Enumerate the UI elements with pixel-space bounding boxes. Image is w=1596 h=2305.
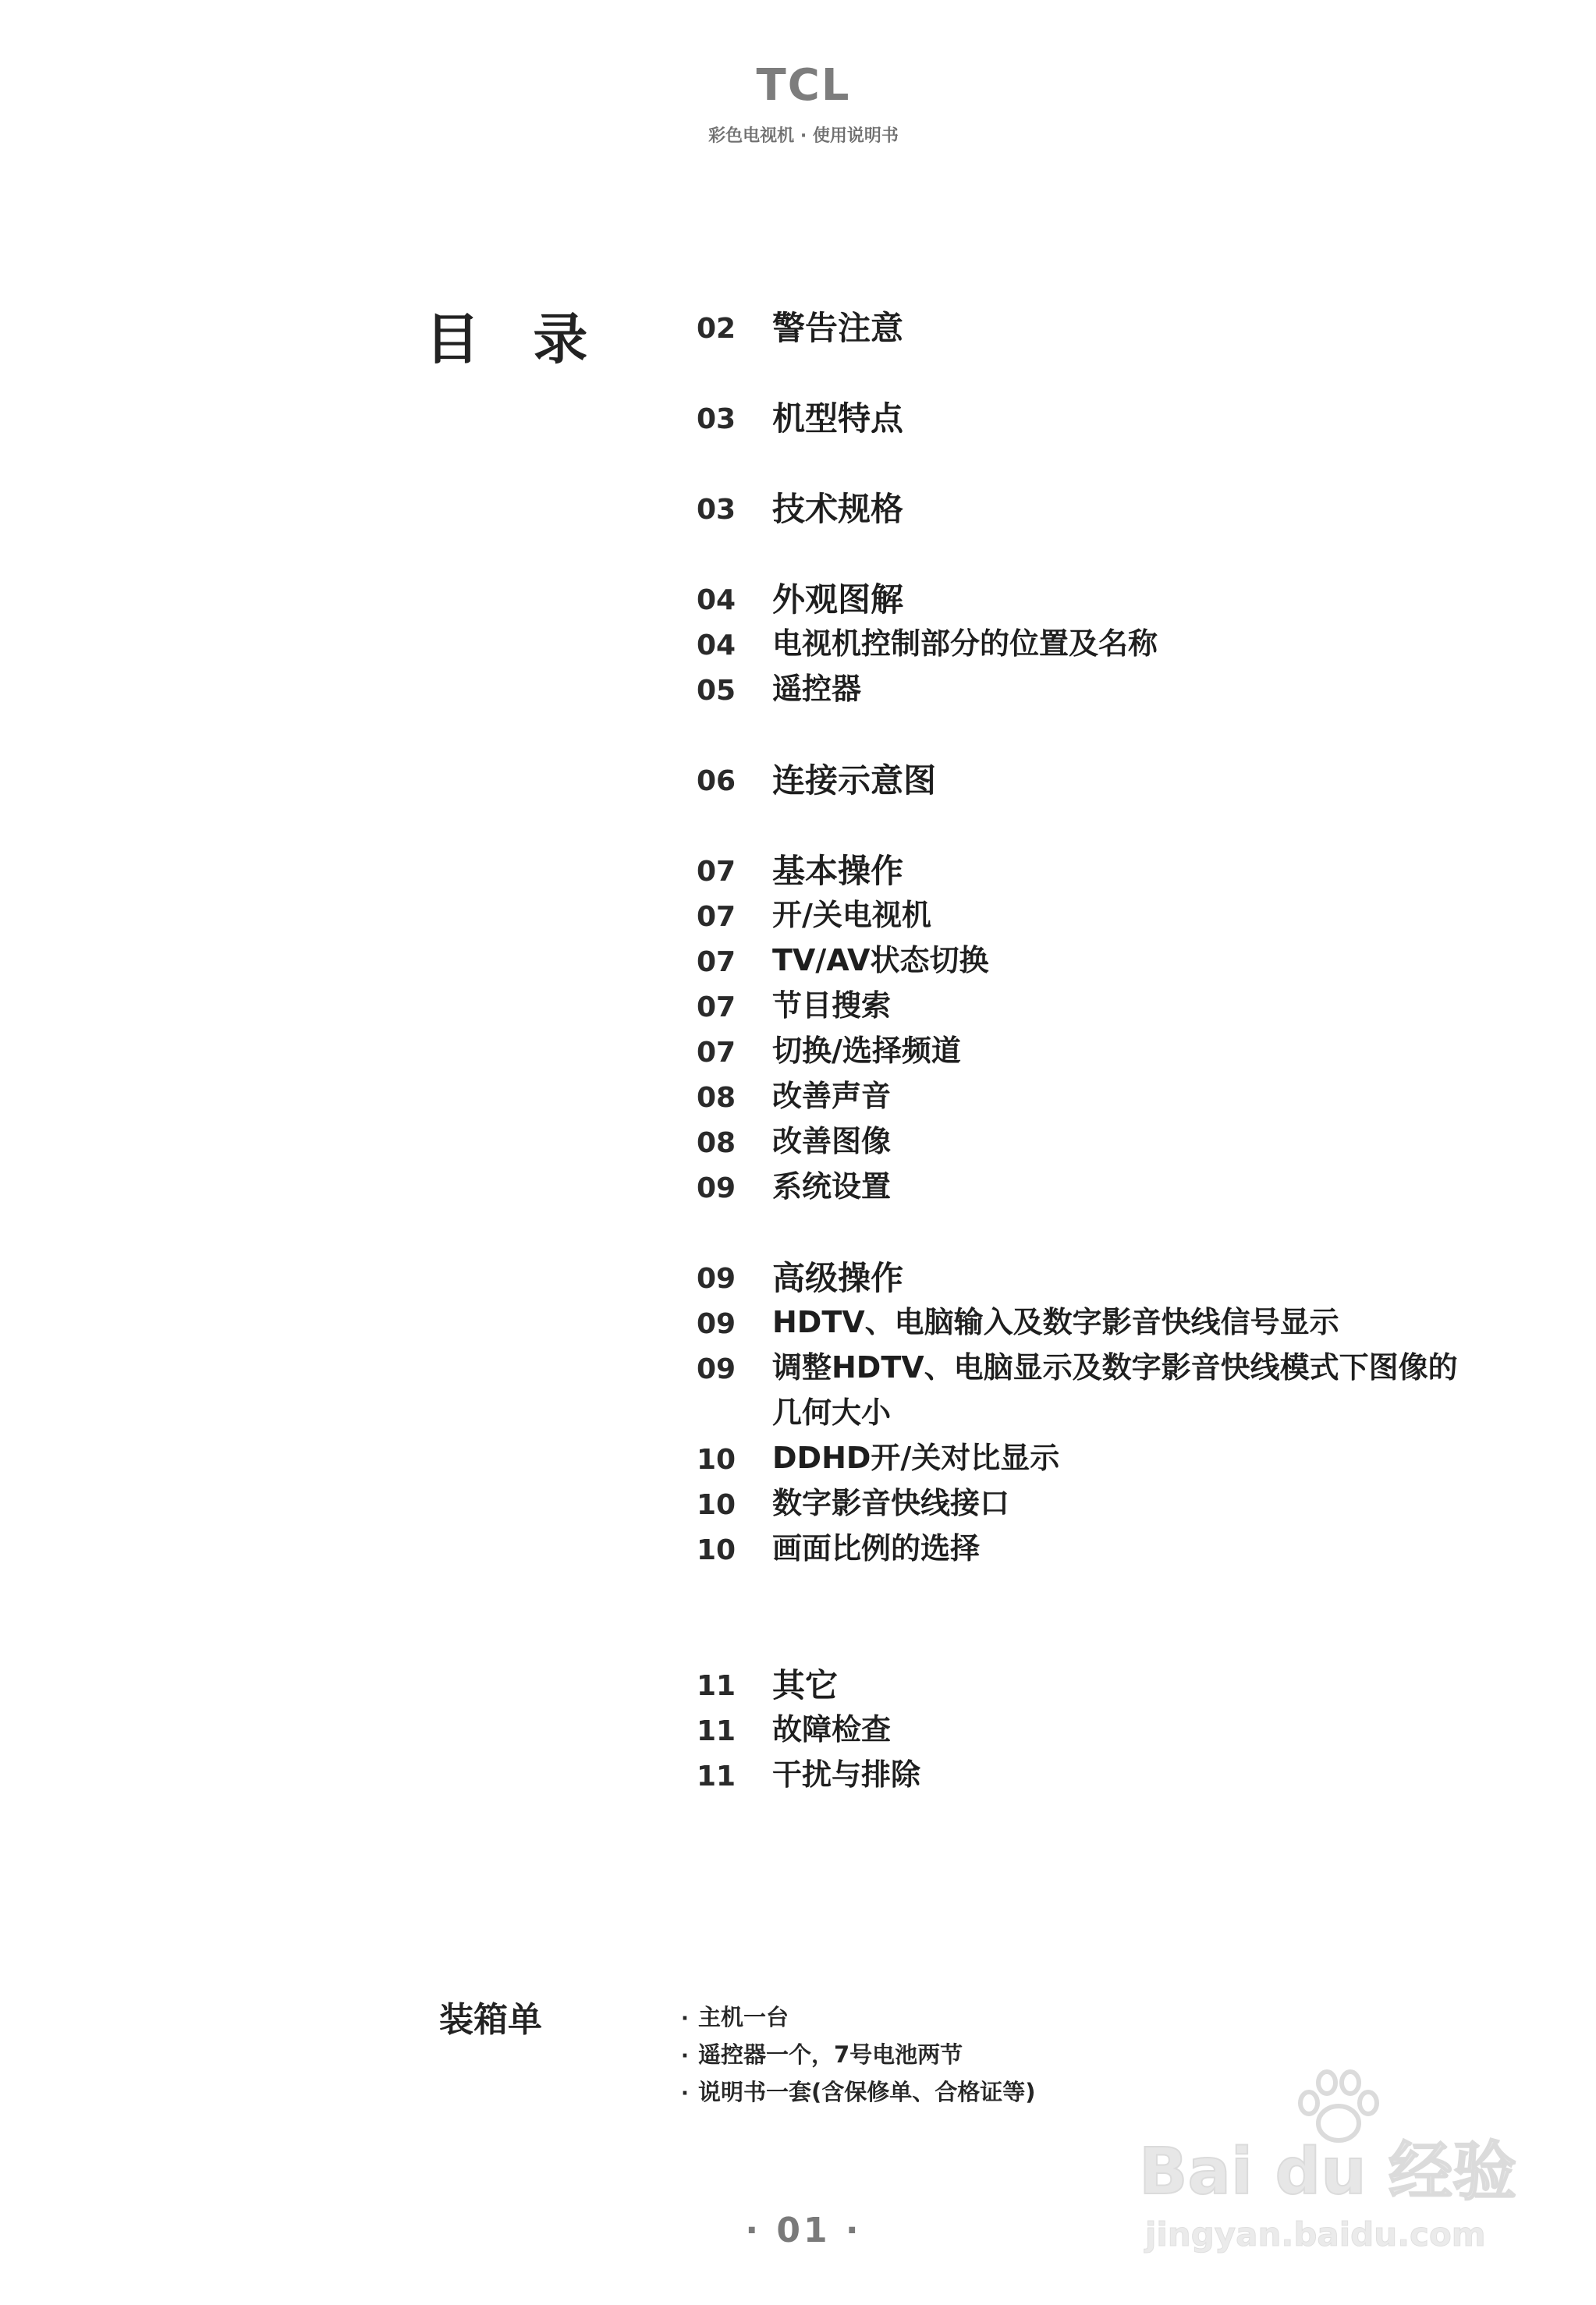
toc-entry-title: 节目搜索 xyxy=(772,988,892,1023)
toc-entry-title: 基本操作 xyxy=(772,852,904,890)
toc-entry-title: 遥控器 xyxy=(772,672,862,706)
toc-page-number: 06 xyxy=(697,765,736,797)
bullet-icon: · xyxy=(681,2044,689,2068)
toc-page-number: 02 xyxy=(697,313,736,345)
toc-entry-title: TV/AV状态切换 xyxy=(772,943,989,977)
toc-entry-title: 开/关电视机 xyxy=(772,898,931,932)
toc-page-number: 04 xyxy=(697,629,736,661)
packing-list-item xyxy=(681,2006,789,2029)
toc-entry-title: 干扰与排除 xyxy=(772,1757,921,1792)
packing-list-item-text: 遥控器一个，7号电池两节 xyxy=(698,2041,963,2068)
brand-logo: TCL xyxy=(756,60,851,111)
toc-entry-title: 连接示意图 xyxy=(772,761,937,800)
toc-entry-title: 切换/选择频道 xyxy=(772,1034,961,1068)
toc-page-number: 11 xyxy=(697,1715,736,1747)
toc-page-number: 04 xyxy=(697,584,736,616)
toc-entry-title: 数字影音快线接口 xyxy=(772,1486,1010,1520)
toc-entry-title: 调整HDTV、电脑显示及数字影音快线模式下图像的 xyxy=(772,1350,1458,1385)
toc-entry-title: HDTV、电脑输入及数字影音快线信号显示 xyxy=(772,1305,1339,1339)
toc-page-number: 09 xyxy=(697,1172,736,1204)
toc-entry-title: DDHD开/关对比显示 xyxy=(772,1441,1060,1475)
toc-page-number: 10 xyxy=(697,1489,736,1521)
packing-list-item xyxy=(681,2081,1036,2104)
packing-list-item-text: 说明书一套(含保修单、合格证等) xyxy=(698,2079,1036,2105)
watermark-url: jingyan.baidu.com xyxy=(1145,2215,1486,2254)
toc-page-number: 09 xyxy=(697,1353,736,1385)
bullet-icon: · xyxy=(681,2082,689,2105)
toc-entry-title: 几何大小 xyxy=(772,1395,892,1430)
packing-list-item-text: 主机一台 xyxy=(698,2004,789,2030)
toc-page-number: 11 xyxy=(697,1670,736,1702)
toc-entry-title: 电视机控制部分的位置及名称 xyxy=(772,626,1158,661)
toc-page-number: 07 xyxy=(697,991,736,1023)
toc-page-number: 03 xyxy=(697,403,736,435)
toc-entry-title: 高级操作 xyxy=(772,1259,904,1297)
toc-page-number: 10 xyxy=(697,1534,736,1566)
toc-entry-title: 技术规格 xyxy=(772,490,904,528)
toc-entry-title: 机型特点 xyxy=(772,399,904,438)
toc-entry-title: 改善声音 xyxy=(772,1079,892,1113)
toc-entry-title: 外观图解 xyxy=(772,580,904,619)
toc-heading: 目 录 xyxy=(425,307,605,371)
toc-entry-title: 改善图像 xyxy=(772,1124,892,1158)
baidu-jingyan-watermark xyxy=(1139,2066,1545,2253)
toc-page-number: 05 xyxy=(697,675,736,707)
manual-subtitle: 彩色电视机 · 使用说明书 xyxy=(708,126,899,146)
toc-page-number: 10 xyxy=(697,1444,736,1476)
page-number: · 01 · xyxy=(745,2211,862,2250)
bullet-icon: · xyxy=(681,2007,689,2030)
packing-list-heading: 装箱单 xyxy=(439,2000,542,2040)
toc-entry-title: 其它 xyxy=(772,1666,839,1704)
toc-page-number: 07 xyxy=(697,1037,736,1069)
toc-entry-title: 故障检查 xyxy=(772,1712,892,1746)
toc-page-number: 08 xyxy=(697,1127,736,1159)
watermark-brand: Bai du 经验 xyxy=(1139,2135,1517,2209)
toc-entry-title: 画面比例的选择 xyxy=(772,1531,981,1566)
toc-page-number: 03 xyxy=(697,494,736,526)
toc-page-number: 07 xyxy=(697,856,736,888)
toc-page-number: 11 xyxy=(697,1761,736,1793)
toc-page-number: 07 xyxy=(697,901,736,933)
toc-page-number: 09 xyxy=(697,1263,736,1295)
toc-entry-title: 系统设置 xyxy=(772,1169,892,1204)
toc-entry-title: 警告注意 xyxy=(772,309,904,347)
packing-list-item xyxy=(681,2041,963,2068)
toc-page-number: 07 xyxy=(697,946,736,978)
toc-page-number: 08 xyxy=(697,1082,736,1114)
toc-page-number: 09 xyxy=(697,1308,736,1340)
